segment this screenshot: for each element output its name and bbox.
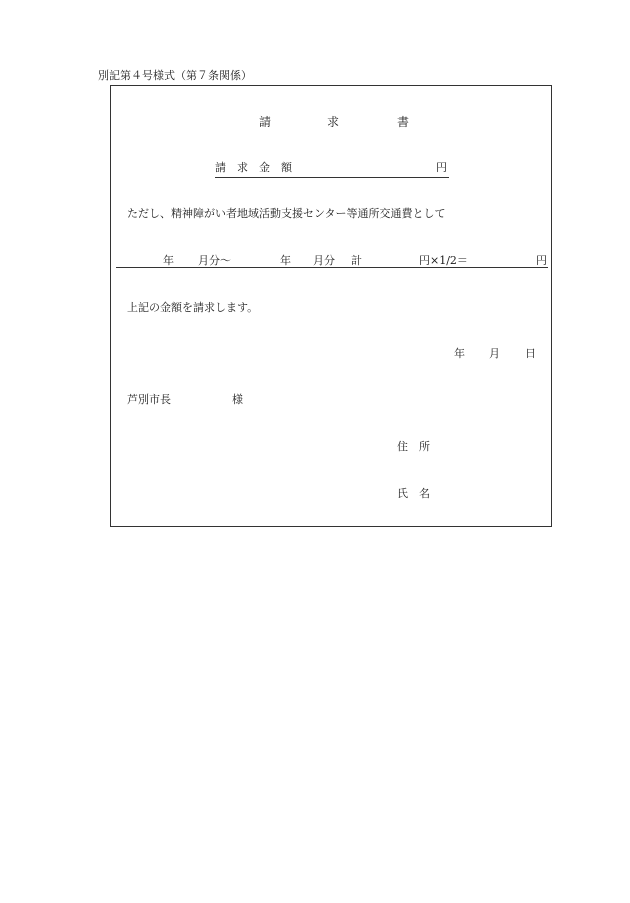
calc-year-1: 年 xyxy=(163,254,174,267)
title-char-3: 書 xyxy=(397,115,410,129)
amount-label: 請 求 金 額 xyxy=(215,161,292,174)
amount-unit: 円 xyxy=(436,161,447,174)
calc-month-from: 月分〜 xyxy=(198,254,231,267)
calc-year-2: 年 xyxy=(280,254,291,267)
addressee-name: 芦別市長 xyxy=(127,393,171,406)
name-label: 氏 名 xyxy=(397,487,430,500)
request-text: 上記の金額を請求します。 xyxy=(127,301,259,314)
calc-total: 計 xyxy=(351,254,362,267)
calc-yen: 円 xyxy=(536,254,547,267)
calc-underline xyxy=(116,267,548,268)
form-label: 別記第４号様式（第７条関係） xyxy=(98,69,252,82)
address-label: 住 所 xyxy=(397,440,430,453)
claim-form-frame xyxy=(110,85,552,527)
amount-underline xyxy=(215,177,449,178)
date-month: 月 xyxy=(489,347,500,360)
calc-yen-half: 円×1/2＝ xyxy=(419,254,468,267)
purpose-text: ただし、精神障がい者地域活動支援センター等通所交通費として xyxy=(127,207,446,220)
addressee-sama: 様 xyxy=(232,393,243,406)
title-char-1: 請 xyxy=(259,115,272,129)
date-year: 年 xyxy=(454,347,465,360)
calc-month-to: 月分 xyxy=(313,254,335,267)
date-day: 日 xyxy=(525,347,536,360)
title-char-2: 求 xyxy=(327,115,340,129)
